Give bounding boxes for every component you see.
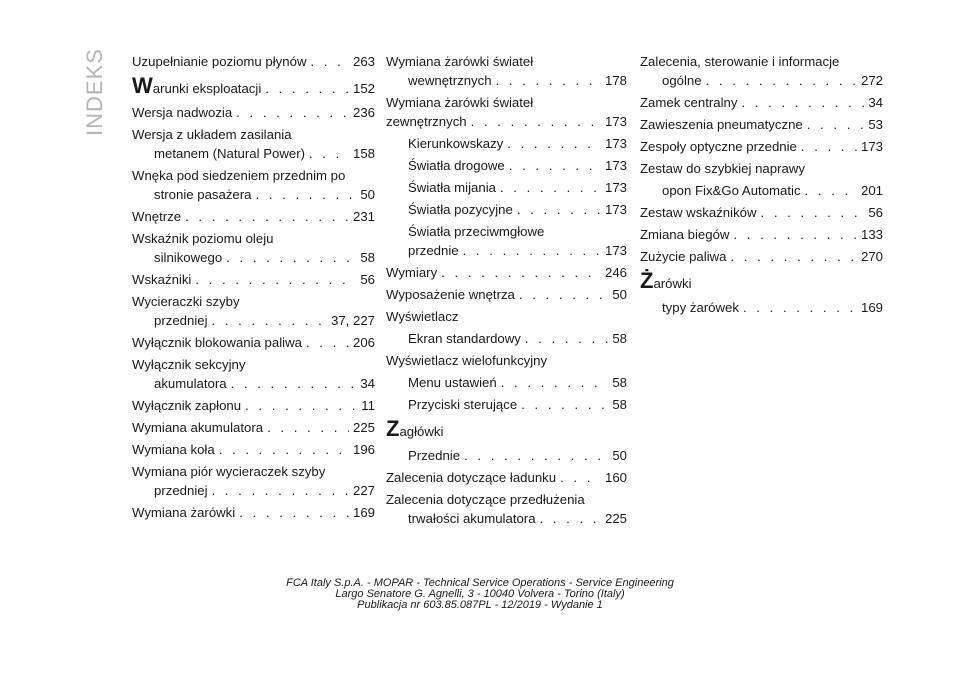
index-entry [640,115,883,134]
dot-leader [263,418,349,437]
section-initial-letter: W [132,73,153,98]
page-number: 263 [352,54,375,69]
dot-leader [302,333,349,352]
index-entry [132,355,375,393]
index-entry-row [386,71,627,90]
dot-leader [227,374,357,393]
index-entry-text: wewnętrznych [408,73,492,88]
index-entry-text: zewnętrznych [386,114,467,129]
index-entry-text: opon Fix&Go Automatic [662,183,801,198]
page-number: 11 [361,398,375,413]
page-number: 270 [860,249,883,264]
page-number: 53 [868,117,883,132]
index-entry-text: Wnętrze [132,209,182,224]
index-entry-row [386,263,627,282]
index-entry-text: Zawieszenia pneumatyczne [640,117,803,132]
index-entry [640,181,883,200]
index-entry [132,207,375,226]
page-number: 34 [868,95,883,110]
index-entry-row [132,185,375,204]
dot-leader [702,71,857,90]
index-entry-title: Zalecenia dotyczące przedłużenia [386,492,585,507]
page-number: 206 [352,335,375,350]
index-entry-row [386,178,627,197]
index-entry [132,103,375,122]
index-entry [640,225,883,244]
dot-leader [261,77,349,101]
dot-leader [232,103,349,122]
index-entry-text [132,74,261,101]
page-number: 178 [604,73,627,88]
index-entry-row [386,446,627,465]
index-entry-row [132,440,375,459]
index-column-3 [640,52,883,320]
dot-leader [521,329,608,348]
index-entry [132,229,375,267]
index-entry-text [386,417,443,444]
page-number: 173 [604,136,627,151]
index-entry-text: typy żarówek [662,300,739,315]
dot-leader [460,446,608,465]
index-entry [386,373,627,392]
index-entry-row [132,270,375,289]
section-initial-letter: Ż [640,268,654,293]
index-entry-row [386,112,627,131]
index-entry-row [132,103,375,122]
page-number: 56 [868,205,883,220]
index-entry-text: Wyświetlacz [386,309,459,324]
page-number: 201 [860,183,883,198]
index-entry-row [386,468,627,487]
index-entry [132,270,375,289]
index-column-2 [386,52,627,531]
index-entry-row [386,285,627,304]
index-entry [386,263,627,282]
section-initial-letter: Z [386,416,400,441]
dot-leader [757,203,865,222]
dot-leader [492,71,601,90]
index-entry [132,462,375,500]
page-number: 158 [352,146,375,161]
index-entry [640,298,883,317]
index-entry [640,203,883,222]
page-number: 231 [352,209,375,224]
dot-leader [729,225,857,244]
index-entry-row [640,181,883,200]
page-number: 173 [604,202,627,217]
index-entry [386,200,627,219]
index-entry-row [386,156,627,175]
index-entry [132,503,375,522]
index-entry [640,52,883,90]
index-entry [386,446,627,465]
index-entry-text: Uzupełnianie poziomu płynów [132,54,307,69]
index-entry-text: Wymiana żarówki [132,505,236,520]
index-entry-text: Zestaw wskaźników [640,205,757,220]
dot-leader [252,185,357,204]
index-entry-row [132,248,375,267]
footer-line-3: Publikacja nr 603.85.087PL - 12/2019 - Wydanie 1 [357,599,603,611]
index-entry-text: Zmiana biegów [640,227,730,242]
index-entry-row [132,333,375,352]
index-entry-text: Przyciski sterujące [408,397,518,412]
index-entry-row [132,207,375,226]
dot-leader [467,112,601,131]
index-entry-row [132,481,375,500]
index-column-1 [132,52,375,525]
dot-leader [517,395,608,414]
index-entry-row [640,137,883,156]
page-number: 173 [604,114,627,129]
page-number: 160 [604,470,627,485]
index-entry-row [386,200,627,219]
index-entry-title: Wnęka pod siedzeniem przednim po [132,168,346,183]
page-number: 58 [612,331,627,346]
index-entry [132,292,375,330]
dot-leader [727,247,857,266]
page-number: 133 [860,227,883,242]
index-entry [386,329,627,348]
dot-leader [208,481,349,500]
index-entry-text: silnikowego [154,250,223,265]
dot-leader [459,241,601,260]
index-entry-title: Wycieraczki szyby [132,294,240,309]
index-letter-entry [386,417,627,444]
index-entry-title: Wymiana piór wycieraczek szyby [132,464,326,479]
index-entry-row [386,134,627,153]
index-entry-text: trwałości akumulatora [408,511,536,526]
dot-leader [797,137,857,156]
page-number: 58 [612,375,627,390]
page-number: 246 [604,265,627,280]
dot-leader [437,263,601,282]
index-entry-row [640,269,883,296]
index-entry-text: Światła pozycyjne [408,202,513,217]
index-entry-text: Wskaźniki [132,272,192,287]
index-entry-row [640,115,883,134]
index-entry-row [640,203,883,222]
page-number: 50 [612,287,627,302]
page-number: 225 [352,420,375,435]
index-entry [640,247,883,266]
index-entry-text: Wyposażenie wnętrza [386,287,515,302]
index-entry-text: Światła mijania [408,180,496,195]
page-number: 152 [352,81,375,96]
index-entry-title: Wymiana żarówki świateł [386,95,534,110]
section-entry-rest: agłówki [399,424,444,439]
page-number: 169 [352,505,375,520]
index-entry-text: Ekran standardowy [408,331,521,346]
index-entry [386,490,627,528]
index-entry-text: Wyłącznik blokowania paliwa [132,335,302,350]
page-number: 173 [604,158,627,173]
index-entry-text: stronie pasażera [154,187,252,202]
index-entry-text: Wymiana koła [132,442,215,457]
page-number: 173 [604,243,627,258]
index-entry-row [132,503,375,522]
dot-leader [181,207,349,226]
index-entry [640,159,883,178]
index-entry [386,307,627,326]
index-subentry-title: Światła przeciwmgłowe [408,224,545,239]
index-entry-row [386,395,627,414]
page-number: 58 [612,397,627,412]
index-entry-row [386,329,627,348]
page-number: 56 [360,272,375,287]
index-entry [132,396,375,415]
index-entry-title: Wskaźnik poziomu oleju [132,231,274,246]
index-entry-row [640,247,883,266]
index-entry-text: Menu ustawień [408,375,497,390]
index-entry-text [640,269,692,296]
page-number: 272 [860,73,883,88]
page-number: 169 [860,300,883,315]
index-entry-row [132,74,375,101]
index-entry-row [640,225,883,244]
index-entry-text: Wymiana akumulatora [132,420,264,435]
index-entry-row [640,93,883,112]
index-letter-entry [640,269,883,296]
index-entry [132,333,375,352]
index-entry-text: Zespoły optyczne przednie [640,139,797,154]
index-entry [132,52,375,71]
index-entry [132,440,375,459]
index-entry [386,395,627,414]
dot-leader [208,311,327,330]
index-entry-row [132,396,375,415]
index-entry-row [386,351,627,370]
index-entry-text: Wyświetlacz wielofunkcyjny [386,353,548,368]
index-entry-text: Kierunkowskazy [408,136,504,151]
index-entry [640,137,883,156]
index-entry-text: przedniej [154,483,208,498]
dot-leader [235,503,349,522]
dot-leader [305,144,349,163]
index-entry [386,52,627,90]
dot-leader [803,115,865,134]
dot-leader [496,178,601,197]
index-entry [386,285,627,304]
index-entry-title: Zalecenia, sterowanie i informacje [640,54,840,69]
index-entry-row [386,509,627,528]
page-number: 196 [352,442,375,457]
index-entry-text: ogólne [662,73,702,88]
publication-footer [0,578,960,611]
index-entry-text: Wymiary [386,265,438,280]
index-entry-title: Wyłącznik sekcyjny [132,357,246,372]
index-entry-text: Przednie [408,448,461,463]
dot-leader [222,248,356,267]
dot-leader [215,440,349,459]
dot-leader [503,134,601,153]
index-entry-row [386,373,627,392]
dot-leader [191,270,356,289]
dot-leader [306,52,349,71]
footer-line-1: FCA Italy S.p.A. - MOPAR - Technical Service Operations - Service Engineering [286,577,674,589]
page-number: 227 [352,483,375,498]
dot-leader [737,93,864,112]
index-entry [386,93,627,131]
page-number: 50 [360,187,375,202]
index-entry-row [132,144,375,163]
page-number: 173 [860,139,883,154]
index-entry-text: Zużycie paliwa [640,249,727,264]
index-entry-row [386,417,627,444]
index-entry-text: Zalecenia dotyczące ładunku [386,470,557,485]
section-entry-rest: arunki eksploatacji [152,81,262,96]
index-entry-row [640,298,883,317]
index-entry-row [132,311,375,330]
index-entry-text: Wersja nadwozia [132,105,233,120]
index-entry-text: przednie [408,243,459,258]
index-entry-row [640,71,883,90]
index-entry [386,222,627,260]
index-entry-text: Zamek centralny [640,95,738,110]
page-number: 34 [360,376,375,391]
index-entry [132,125,375,163]
dot-leader [739,298,857,317]
index-entry-row [132,418,375,437]
index-entry-text: akumulatora [154,376,227,391]
dot-leader [801,181,857,200]
index-entry-row [132,374,375,393]
dot-leader [513,200,601,219]
index-entry-row [386,241,627,260]
page-number: 173 [604,180,627,195]
index-entry-title: Wersja z układem zasilania [132,127,292,142]
page-number: 225 [604,511,627,526]
dot-leader [536,509,601,528]
dot-leader [505,156,601,175]
index-entry [132,166,375,204]
dot-leader [515,285,608,304]
index-entry [386,351,627,370]
index-letter-entry [132,74,375,101]
index-entry [132,418,375,437]
page-number: 37, 227 [331,313,375,328]
index-entry [386,134,627,153]
index-entry-text: Wyłącznik zapłonu [132,398,242,413]
index-entry-row [386,307,627,326]
index-entry-title: Wymiana żarówki świateł [386,54,534,69]
section-entry-rest: arówki [653,276,692,291]
dot-leader [556,468,601,487]
index-entry [386,178,627,197]
page-number: 58 [360,250,375,265]
index-entry [640,93,883,112]
index-side-title-text: INDEKS [82,48,107,136]
index-entry-text: metanem (Natural Power) [154,146,305,161]
dot-leader [497,373,609,392]
index-entry [386,468,627,487]
index-entry-row [640,159,883,178]
dot-leader [241,396,357,415]
page-number: 50 [612,448,627,463]
footer-line-2: Largo Senatore G. Agnelli, 3 - 10040 Volvera - Torino (Italy) [335,588,625,600]
index-side-title [60,42,130,142]
index-entry-row [132,52,375,71]
index-entry-text: Zestaw do szybkiej naprawy [640,161,805,176]
page-number: 236 [352,105,375,120]
index-entry [386,156,627,175]
index-entry-text: Światła drogowe [408,158,505,173]
index-entry-text: przedniej [154,313,208,328]
